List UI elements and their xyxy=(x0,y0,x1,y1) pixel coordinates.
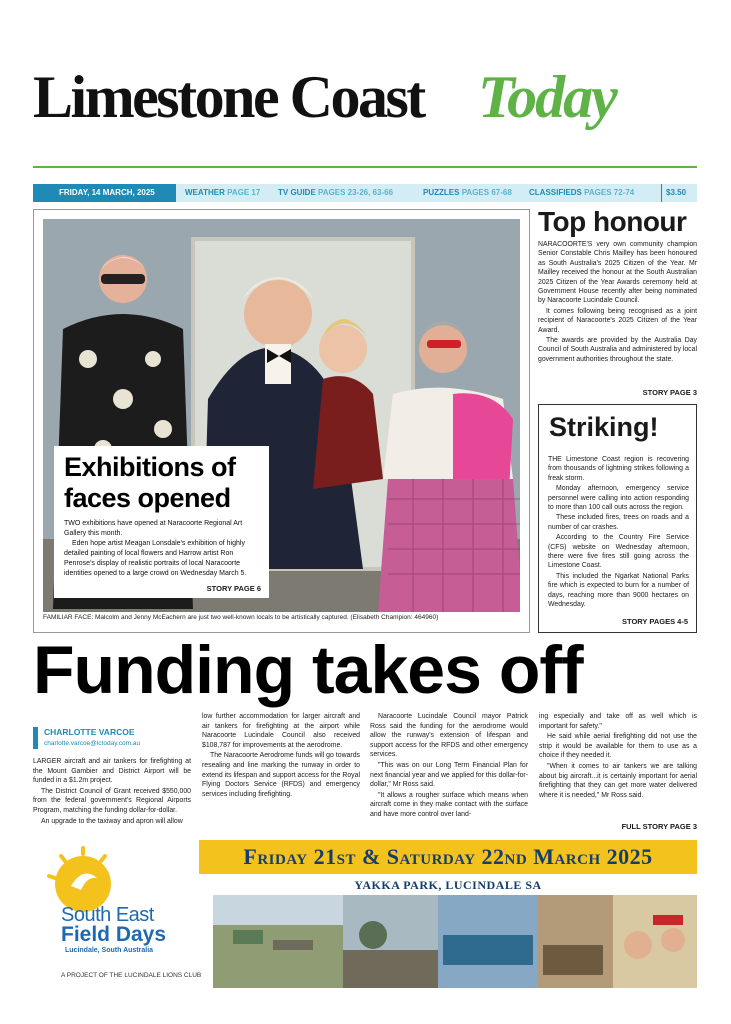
issue-date: FRIDAY, 14 MARCH, 2025 xyxy=(33,184,176,202)
byline-accent xyxy=(33,727,38,749)
section-index-bar xyxy=(33,184,697,202)
ad-venue: YAKKA PARK, LUCINDALE SA xyxy=(354,878,542,892)
ad-dates: Friday 21st & Saturday 22nd March 2025 xyxy=(243,844,653,869)
story-column-3: Naracoorte Lucindale Council mayor Patrick Ross said the funding for the aerodrome would allow the runway's extension of lifespan and support access for the RFDS and other emergency services. "This was on our Long Term Financial Plan for next financial year and we applied for this dollar-for-dollar," Mr Ross said. "It allows a rougher surface which means when aircraft come in they make contact with the surface and have more control over land- xyxy=(370,713,528,818)
byline-author: CHARLOTTE VARCOE xyxy=(44,727,135,737)
ad-logo-line1: South East xyxy=(61,904,154,926)
top-honour-body: NARACOORTE'S very own community champion Senior Constable Chris Mailley has been honoured as South Australia's 2025 Citizen of the Year. Mr Mailley received the honour at the South Australian 2025 Citizen of the Year Awards ceremony held at Government House recently after being nominated by Naracoorte Lucindale Council. It comes following being recognised as a joint recipient of Naracoorte's 2025 Citizen of the Year Award. The awards are provided by the Australia Day Council of South Australia and administered by local government authorities throughout the state. xyxy=(538,241,697,363)
index-puzzles[interactable]: PUZZLES PAGES 67-68 xyxy=(423,188,512,197)
masthead-rule xyxy=(33,166,697,168)
exhibitions-story-link[interactable]: STORY PAGE 6 xyxy=(206,584,261,593)
masthead-title: Limestone Coast xyxy=(33,64,424,130)
ad-logo-line2: Field Days xyxy=(61,923,167,946)
main-story-link[interactable]: FULL STORY PAGE 3 xyxy=(621,822,697,831)
top-honour-story-link[interactable]: STORY PAGE 3 xyxy=(642,388,697,397)
striking-body: THE Limestone Coast region is recovering from thousands of lightning strikes following a freak storm. Monday afternoon, emergency service personnel were calling into action responding to more than 100 call outs across the region. These included fires, trees on roads and a number of car crashes. According to the Country Fire Service (CFS) website on Wednesday afternoon, there were five fires still going across the Limestone Coast. This included the Ngarkat National Parks fire which is expected to burn for a number of days, reaching more than 9000 hectares on Wednesday. xyxy=(548,456,689,609)
main-headline: Funding takes off xyxy=(33,632,583,708)
ad-lions-credit: A PROJECT OF THE LUCINDALE LIONS CLUB xyxy=(61,972,202,979)
exhibitions-teaser[interactable] xyxy=(54,446,269,598)
masthead-title-accent: Today xyxy=(478,64,616,130)
striking-teaser xyxy=(538,404,697,633)
exhibitions-title: Exhibitions of faces opened xyxy=(64,452,236,513)
story-column-2: low further accommodation for larger aircraft and air tankers for firefighting at the airport while Naracoorte Lucindale Council also received $108,787 for improvements at the aerodrome. The Naracoorte Aerodrome funds will go towards resealing and line marking the runway in order to extend its lifespan and support access for the Royal Flying Doctors Service (RFDS) and emergency services including firefighting. xyxy=(202,713,360,798)
masthead xyxy=(0,62,731,152)
exhibitions-body: TWO exhibitions have opened at Naracoorte Regional Art Gallery this month. Eden hope artist Meagan Lonsdale's exhibition of highly detailed painting of local flowers and Harrow artist Ron Penrose's display of realistic portraits of local Naracoorte identities opened to a large crowd on Wednesday March 5. xyxy=(64,520,247,577)
striking-title: Striking! xyxy=(549,412,659,442)
story-column-4: ing especially and take off as well which is important for safety." He said while aerial firefighting did not use the strip it would be available for them to use as a choice if they needed it. "When it comes to air tankers we are talking about big aircraft...it is certainly important for aerial firefighting that they can get more water delivered where it is needed," Mr Ross said. xyxy=(539,713,697,799)
ad-photo-strip xyxy=(213,895,697,988)
byline-email[interactable]: charlotte.varcoe@lctoday.com.au xyxy=(44,740,141,747)
index-weather[interactable]: WEATHER PAGE 17 xyxy=(185,188,261,197)
index-tv-guide[interactable]: TV GUIDE PAGES 23-26, 63-66 xyxy=(278,188,394,197)
cover-price: $3.50 xyxy=(661,184,697,202)
index-classifieds[interactable]: CLASSIFIEDS PAGES 72-74 xyxy=(529,188,635,197)
top-honour-title: Top honour xyxy=(538,206,687,237)
photo-caption: FAMILIAR FACE: Malcolm and Jenny McEachern are just two well-known locals to be artistically captured. (Elisabeth Champion: 464960) xyxy=(43,614,439,621)
striking-story-link[interactable]: STORY PAGES 4-5 xyxy=(622,617,688,626)
field-days-photos xyxy=(213,895,697,988)
field-days-advert[interactable] xyxy=(33,840,697,990)
ad-logo-line3: Lucindale, South Australia xyxy=(65,947,154,954)
story-column-1: LARGER aircraft and air tankers for firefighting at the Mount Gambier and District Airport will be funded in a $1.2m project. The District Council of Grant received $550,000 from the federal government's Regional Airports Program, matching the funding dollar-for-dollar. An upgrade to the taxiway and apron will allow xyxy=(33,758,191,825)
